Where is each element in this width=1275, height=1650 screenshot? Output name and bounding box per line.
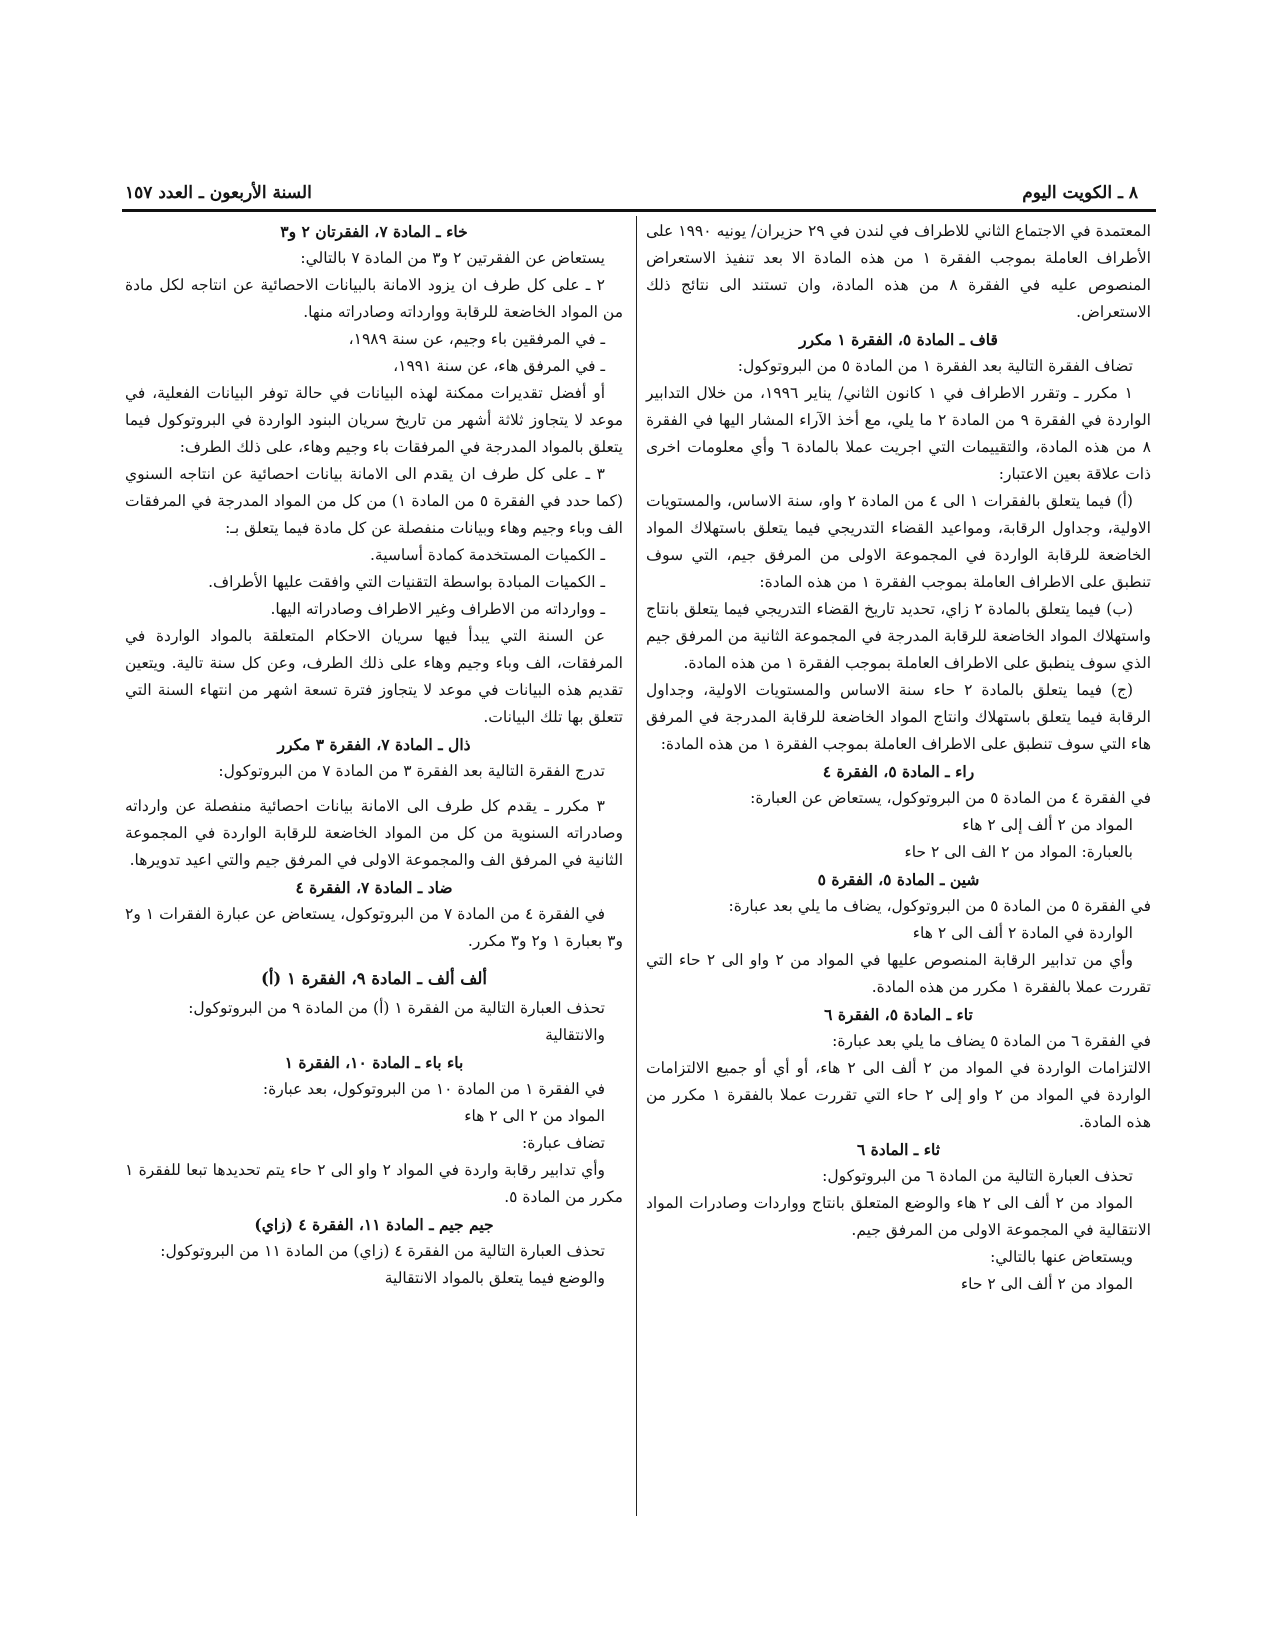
paragraph: في الفقرة ١ من المادة ١٠ من البروتوكول، بعد عبارة: [262,1080,605,1098]
paragraph: تدرج الفقرة التالية بعد الفقرة ٣ من المادة ٧ من البروتوكول: [218,762,605,780]
paragraph: في الفقرة ٥ من المادة ٥ من البروتوكول، يضاف ما يلي بعد عبارة: [728,897,1151,915]
paragraph: في الفقرة ٤ من المادة ٧ من البروتوكول، يستعاض عن عبارة الفقرات ١ و٢ و٣ بعبارة ١ و٢ و٣ مكرر. [125,905,623,950]
left-column [125,218,623,1292]
paragraph: عن السنة التي يبدأ فيها سريان الاحكام المتعلقة بالمواد الواردة في المرفقات، الف وباء وجيم وهاء على ذلك الطرف، وعن كل سنة تالية. ويتعين تقديم هذه البيانات في موعد لا يتجاوز فترة تسعة اشهر من انتهاء السنة التي تتعلق بها تلك البيانات. [125,627,623,726]
section-heading: ثاء ـ المادة ٦ [856,1140,941,1159]
paragraph: (ج) فيما يتعلق بالمادة ٢ حاء سنة الاساس والمستويات الاولية، وجداول الرقابة فيما يتعلق باستهلاك وانتاج المواد الخاضعة للرقابة المدرجة في المرفق هاء التي سوف تنطبق على الاطراف العاملة بموجب الفقرة ١ من هذه المادة: [646,681,1151,753]
paragraph: ـ في المرفقين باء وجيم، عن سنة ١٩٨٩، [348,330,605,348]
paragraph: وأي من تدابير الرقابة المنصوص عليها في المواد من ٢ واو الى ٢ حاء التي تقررت عملا بالفقرة ١ مكرر من هذه المادة. [646,951,1151,996]
paragraph: ـ الكميات المبادة بواسطة التقنيات التي وافقت عليها الأطراف. [208,573,605,591]
paragraph: المواد من ٢ الى ٢ هاء [464,1107,605,1125]
spacer [125,785,623,793]
page-header-title: ٨ ـ الكويت اليوم [1022,183,1138,203]
section-heading: قاف ـ المادة ٥، الفقرة ١ مكرر [799,330,998,349]
paragraph: تضاف الفقرة التالية بعد الفقرة ١ من المادة ٥ من البروتوكول: [737,357,1133,375]
paragraph: الالتزامات الواردة في المواد من ٢ ألف الى ٢ هاء، أو أي أو جميع الالتزامات الواردة في المواد من ٢ واو إلى ٢ حاء التي تقررت عملا بالفقرة ١ مكرر من هذه المادة. [646,1059,1151,1131]
paragraph: ٣ مكرر ـ يقدم كل طرف الى الامانة بيانات احصائية منفصلة عن وارداته وصادراته السنوية من كل من المواد الخاضعة للرقابة الواردة في المجموعة الثانية في المرفق الف والمجموعة الاولى في المرفق جيم والتي اعيد تدويرها. [125,797,623,869]
right-column [646,218,1151,1298]
paragraph: بالعبارة: المواد من ٢ الف الى ٢ حاء [904,843,1133,861]
paragraph: ـ ووارداته من الاطراف وغير الاطراف وصادراته اليها. [270,600,605,618]
paragraph: المعتمدة في الاجتماع الثاني للاطراف في لندن في ٢٩ حزيران/ يونيه ١٩٩٠ على الأطراف العاملة بموجب الفقرة ١ من هذه المادة الا بعد تنفيذ الاستعراض المنصوص عليه في الفقرة ٨ من هذه المادة، وان تستند الى نتائج ذلك الاستعراض. [646,222,1151,321]
paragraph: تحذف العبارة التالية من الفقرة ١ (أ) من المادة ٩ من البروتوكول: [188,999,605,1017]
column-divider [636,216,637,1516]
section-heading: باء باء ـ المادة ١٠، الفقرة ١ [284,1053,464,1072]
section-heading: تاء ـ المادة ٥، الفقرة ٦ [824,1005,973,1024]
paragraph: يستعاض عن الفقرتين ٢ و٣ من المادة ٧ بالتالي: [300,249,605,267]
paragraph: تضاف عبارة: [522,1134,605,1152]
paragraph: أو أفضل تقديرات ممكنة لهذه البيانات في حالة توفر البيانات الفعلية، في موعد لا يتجاوز ثلاثة أشهر من تاريخ سريان البنود الواردة في البروتوكول فيما يتعلق بالمواد المدرجة في المرفقات باء وجيم وهاء، على ذلك الطرف: [125,384,623,456]
paragraph: ٣ ـ على كل طرف ان يقدم الى الامانة بيانات احصائية عن انتاجه السنوي (كما حدد في الفقرة ٥ من المادة ١) من كل من المواد المدرجة في المرفقات الف وباء وجيم وهاء وبيانات منفصلة عن كل مادة فيما يتعلق بـ: [125,465,623,537]
paragraph: (أ) فيما يتعلق بالفقرات ١ الى ٤ من المادة ٢ واو، سنة الاساس، والمستويات الاولية، وجداول الرقابة، ومواعيد القضاء التدريجي فيما يتعلق باستهلاك المواد الخاضعة للرقابة الواردة في المجموعة الاولى من المرفق جيم، التي سوف تنطبق على الاطراف العاملة بموجب الفقرة ١ من هذه المادة: [646,492,1151,591]
paragraph: ٢ ـ على كل طرف ان يزود الامانة بالبيانات الاحصائية عن انتاجه لكل مادة من المواد الخاضعة للرقابة ووارداته وصادراته منها. [125,276,623,321]
paragraph: (ب) فيما يتعلق بالمادة ٢ زاي، تحديد تاريخ القضاء التدريجي فيما يتعلق بانتاج واستهلاك المواد الخاضعة للرقابة المدرجة في المجموعة الثانية من المرفق جيم الذي سوف ينطبق على الاطراف العاملة بموجب الفقرة ١ من هذه المادة. [646,600,1151,672]
paragraph: وأي تدابير رقابة واردة في المواد ٢ واو الى ٢ حاء يتم تحديدها تبعا للفقرة ١ مكرر من المادة ٥. [125,1161,623,1206]
section-heading: جيم جيم ـ المادة ١١، الفقرة ٤ (زاي) [254,1215,494,1234]
paragraph: والانتقالية [545,1026,605,1044]
section-heading: ألف ألف ـ المادة ٩، الفقرة ١ (أ) [261,969,487,988]
paragraph: المواد من ٢ ألف إلى ٢ هاء [962,816,1133,834]
section-heading: ذال ـ المادة ٧، الفقرة ٣ مكرر [277,735,471,754]
paragraph: ـ الكميات المستخدمة كمادة أساسية. [369,546,605,564]
section-heading: ضاد ـ المادة ٧، الفقرة ٤ [295,878,453,897]
paragraph: المواد من ٢ ألف الى ٢ هاء والوضع المتعلق بانتاج وواردات وصادرات المواد الانتقالية في المجموعة الاولى من المرفق جيم. [646,1194,1151,1239]
paragraph: تحذف العبارة التالية من المادة ٦ من البروتوكول: [822,1167,1133,1185]
paragraph: الواردة في المادة ٢ ألف الى ٢ هاء [912,924,1133,942]
paragraph: ويستعاض عنها بالتالي: [990,1248,1133,1266]
section-heading: شين ـ المادة ٥، الفقرة ٥ [817,870,980,889]
paragraph: ١ مكرر ـ وتقرر الاطراف في ١ كانون الثاني/ يناير ١٩٩٦، من خلال التدابير الواردة في الفقرة ٩ من المادة ٢ ما يلي، مع أخذ الآراء المشار اليها في الفقرة ٨ من هذه المادة، والتقييمات التي اجريت عملا بالمادة ٦ وأي معلومات اخرى ذات علاقة بعين الاعتبار: [646,384,1151,483]
paragraph: في الفقرة ٤ من المادة ٥ من البروتوكول، يستعاض عن العبارة: [750,789,1151,807]
page-header-issue: السنة الأربعون ـ العدد ١٥٧ [125,183,312,203]
spacer [125,955,623,963]
section-heading: خاء ـ المادة ٧، الفقرتان ٢ و٣ [280,222,468,241]
section-heading: راء ـ المادة ٥، الفقرة ٤ [822,762,975,781]
paragraph: والوضع فيما يتعلق بالمواد الانتقالية [384,1269,605,1287]
paragraph: ـ في المرفق هاء، عن سنة ١٩٩١، [393,357,605,375]
paragraph: المواد من ٢ ألف الى ٢ حاء [960,1275,1133,1293]
paragraph: في الفقرة ٦ من المادة ٥ يضاف ما يلي بعد عبارة: [832,1032,1151,1050]
header-rule [122,209,1156,212]
paragraph: تحذف العبارة التالية من الفقرة ٤ (زاي) من المادة ١١ من البروتوكول: [160,1242,605,1260]
